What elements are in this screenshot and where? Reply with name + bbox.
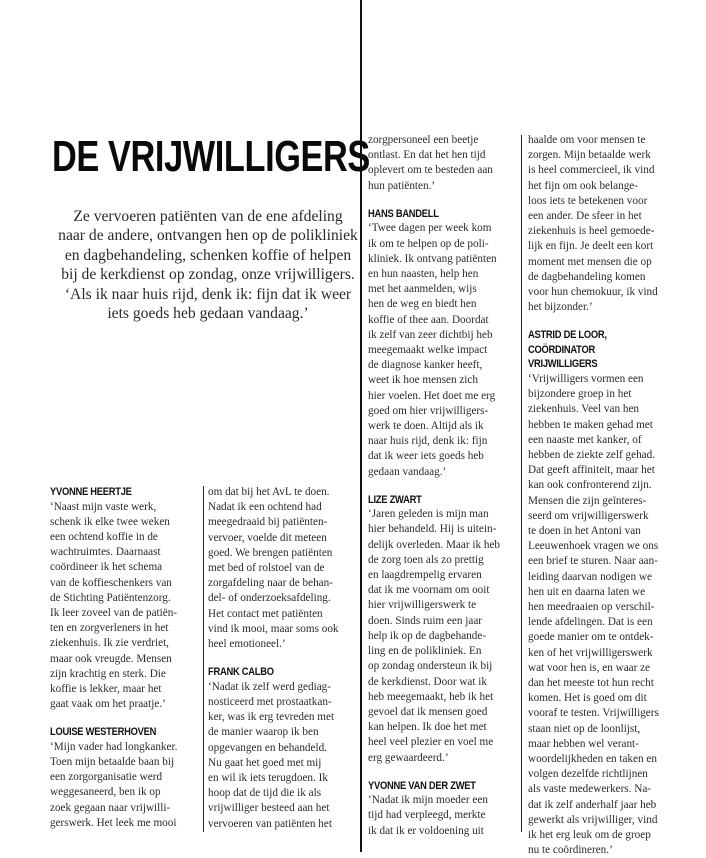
speaker-name: FRANK CALBO [208, 666, 274, 679]
speaker-name: LIZE ZWART [368, 493, 422, 506]
text-column-3 [368, 133, 518, 839]
speaker-name: LOUISE WESTERHOVEN [50, 726, 157, 739]
page-spine-divider [360, 0, 362, 852]
speaker-name: ASTRID DE LOOR, COÖRDINATOR VRIJWILLIGERS [528, 329, 607, 371]
quote-text: om dat bij het AvL te doen. Nadat ik een ochtend had meegedraaid bij patiënten- vervoer, voelde dit meteen goed. We brengen patiënten met bed of rolstoel van de zorgafdeling naar de behan- del- of onderzoeksafdeling. Het contact met patiënten vind ik mooi, maar soms ook heel emotioneel.’ [208, 486, 339, 651]
article-lede: Ze vervoeren patiënten van de ene afdeling naar de andere, ontvangen hen op de polikliniek en dagbehandeling, schenken koffie of helpen bij de kerkdienst op zondag, onze vrijwilligers. ‘Als ik naar huis rijd, denk ik: fijn dat ik weer iets goeds heb gedaan vandaag.’ [58, 208, 358, 323]
quote-text: ‘Twee dagen per week kom ik om te helpen op de poli- kliniek. Ik ontvang patiënten en hun naasten, help hen met het aanmelden, wijs hen de weg en biedt hen koffie of thee aan. Doordat ik zelf van zeer dichtbij heb meegemaakt welke impact de diagnose kanker heeft, weet ik hoe mensen zich hier voelen. Het doet me erg goed om hier vrijwilligers- werk te doen. Altijd als ik naar huis rijd, denk ik: fijn dat ik weer iets goeds heb gedaan vandaag.’ [368, 222, 497, 478]
quote-text: haalde om voor mensen te zorgen. Mijn betaalde werk is heel commercieel, ik vind het fijn om ook belange- loos iets te betekenen voor een ander. De sfeer in het ziekenhuis is heel gemoede- lijk en fijn. Je deelt een kort moment met mensen die op de dagbehandeling komen voor hun chemokuur, ik vind het bijzonder.’ [528, 134, 658, 314]
quote-text: zorgpersoneel een beetje ontlast. En dat het hen tijd oplevert om te besteden aan hun patiënten.’ [368, 134, 493, 192]
quote-text: ‘Naast mijn vaste werk, schenk ik elke twee weken een ochtend koffie in de wachtruimtes. Daarnaast coördineer ik het schema van de koffieschenkers van de Stichting Patiëntenzorg. Ik leer zoveel van de patiën- ten en zorgverleners in het ziekenhuis. Ik zie verdriet, maar ook vreugde. Mensen zijn krachtig en sterk. Die koffie is lekker, maar het gaat vaak om het praatje.’ [50, 500, 178, 711]
quote-text: ‘Nadat ik zelf werd gediag- nosticeerd met prostaatkan- ker, was ik erg tevreden met de manier waarop ik ben opgevangen en behandeld. Nu gaat het goed met mij en wil ik iets terugdoen. Ik hoop dat de tijd die ik als vrijwilliger besteed aan het vervoeren van patiënten het [208, 680, 335, 830]
column-rule [521, 135, 522, 832]
speaker-name: YVONNE HEERTJE [50, 486, 132, 498]
text-column-1 [50, 485, 200, 831]
article-title: DE VRIJWILLIGERS [52, 132, 370, 181]
speaker-name: YVONNE VAN DER ZWET [368, 779, 476, 792]
text-column-4 [528, 133, 688, 858]
speaker-name: HANS BANDELL [368, 207, 439, 220]
quote-text: ‘Jaren geleden is mijn man hier behandeld. Hij is uitein- delijk overleden. Maar ik heb de zorg toen als zo prettig en laagdrempelig ervaren dat ik me voornam om ooit hier vrijwilligerswerk te doen. Sinds ruim een jaar help ik op de dagbehande- ling en de polikliniek. En op zondag ondersteun ik bij de kerkdienst. Door wat ik heb meegemaakt, heb ik het gevoel dat ik mensen goed kan helpen. Ik doe het met heel veel plezier en voel me erg gewaardeerd.’ [368, 508, 501, 764]
quote-text: ‘Mijn vader had longkanker. Toen mijn betaalde baan bij een zorgorganisatie werd weggesaneerd, ben ik op zoek gegaan naar vrijwilli- gerswerk. Het leek me mooi [50, 740, 178, 829]
column-rule [203, 486, 204, 832]
text-column-2 [208, 485, 358, 832]
quote-text: ‘Vrijwilligers vormen een bijzondere groep in het ziekenhuis. Veel van hen hebben te maken gehad met een naaste met kanker, of hebben de ziekte zelf gehad. Dat geeft affiniteit, maar het kan ook confronterend zijn. Mensen die zijn geïnteres- seerd om vrijwilligerswerk te doen in het Antoni van Leeuwenhoek vragen we ons een brief te sturen. Naar aan- leiding daarvan nodigen we hen uit en daarna laten we hen meedraaien op verschil- lende afdelingen. Dat is een goede manier om te ontdek- ken of het vrijwilligerswerk wat voor hen is, en waar ze dan het meeste tot hun recht komen. Het is goed om dit vooraf te testen. Vrijwilligers staan niet op de loonlijst, maar hebben wel verant- woordelijkheden en taken en volgen dezelfde richtlijnen als vaste medewerkers. Na- dat ik zelf anderhalf jaar heb gewerkt als vrijwilliger, vind ik het erg leuk om de groep nu te coördineren.’ [528, 372, 659, 857]
quote-text: ‘Nadat ik mijn moeder een tijd had verpleegd, merkte ik dat ik er voldoening uit [368, 794, 488, 837]
